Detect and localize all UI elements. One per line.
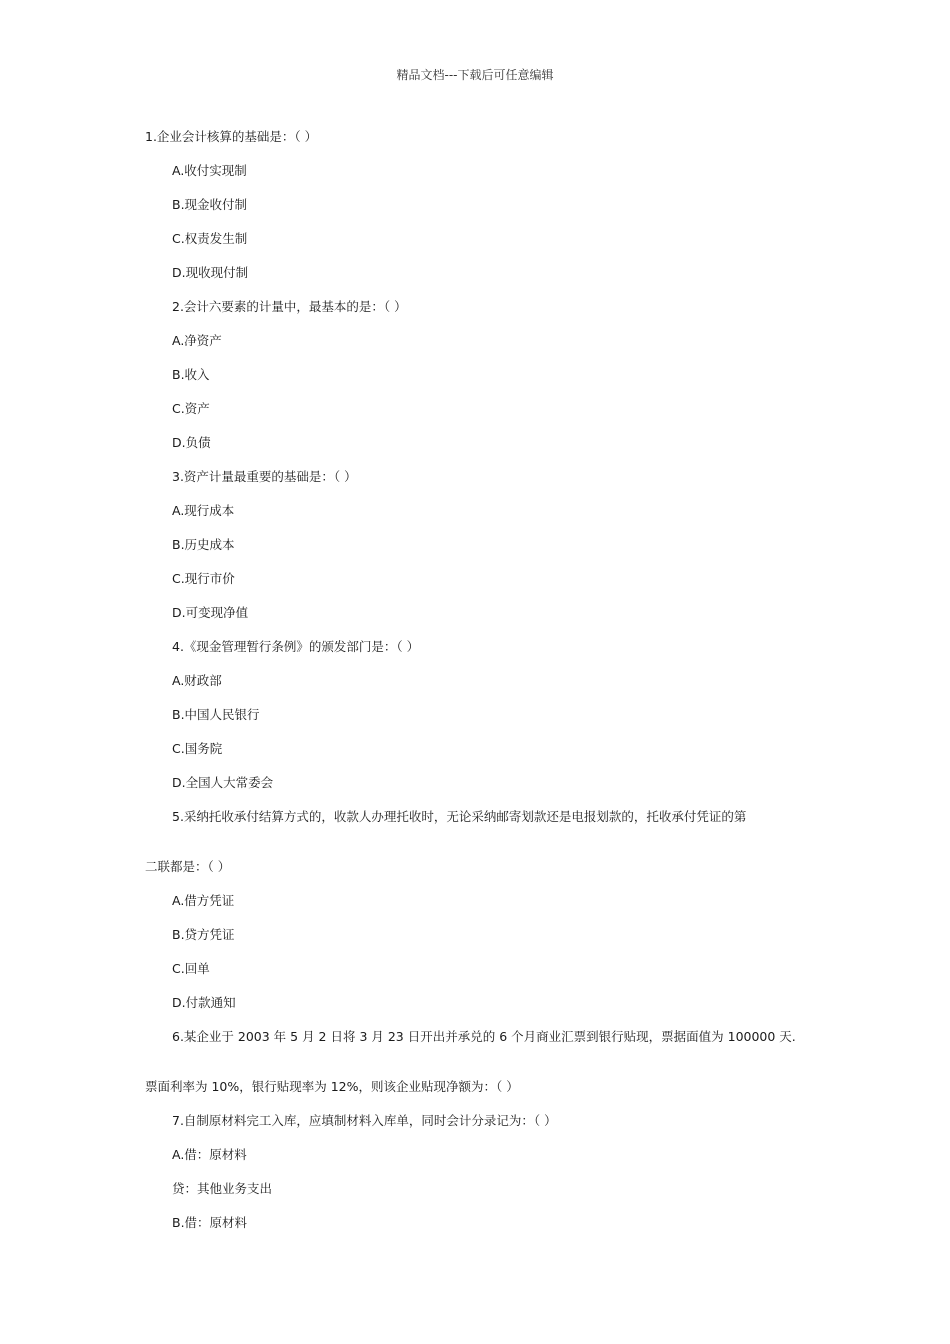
answer-option: 贷：其他业务支出 (172, 1181, 273, 1196)
answer-option: B.贷方凭证 (172, 927, 235, 942)
answer-option: B.中国人民银行 (172, 707, 260, 722)
answer-option: C.国务院 (172, 741, 223, 756)
document-body (145, 126, 825, 1246)
question-text: 7.自制原材料完工入库，应填制材料入库单，同时会计分录记为：（ ） (172, 1113, 557, 1128)
answer-option: A.财政部 (172, 673, 222, 688)
question-text-continued: 二联都是：（ ） (145, 859, 231, 874)
answer-option: D.全国人大常委会 (172, 775, 274, 790)
answer-option: A.现行成本 (172, 503, 235, 518)
answer-option: A.借方凭证 (172, 893, 235, 908)
page-header: 精品文档---下载后可任意编辑 (396, 68, 554, 82)
answer-option: C.资产 (172, 401, 210, 416)
answer-option: D.现收现付制 (172, 265, 249, 280)
answer-option: B.收入 (172, 367, 210, 382)
answer-option: A.收付实现制 (172, 163, 247, 178)
answer-option: B.现金收付制 (172, 197, 248, 212)
question-text: 4.《现金管理暂行条例》的颁发部门是：（ ） (172, 639, 420, 654)
answer-option: C.回单 (172, 961, 210, 976)
answer-option: C.权责发生制 (172, 231, 248, 246)
question-text: 1.企业会计核算的基础是：（ ） (145, 129, 318, 144)
answer-option: B.借：原材料 (172, 1215, 248, 1230)
question-text: 6.某企业于 2003 年 5 月 2 日将 3 月 23 日开出并承兑的 6 个月商业汇票到银行贴现，票据面值为 100000 天. (172, 1029, 796, 1044)
answer-option: B.历史成本 (172, 537, 235, 552)
answer-option: D.负债 (172, 435, 211, 450)
answer-option: D.可变现净值 (172, 605, 249, 620)
answer-option: D.付款通知 (172, 995, 236, 1010)
answer-option: A.净资产 (172, 333, 222, 348)
question-text-continued: 票面利率为 10%，银行贴现率为 12%，则该企业贴现净额为：（ ） (145, 1079, 519, 1094)
question-text: 3.资产计量最重要的基础是：（ ） (172, 469, 357, 484)
answer-option: C.现行市价 (172, 571, 235, 586)
line-gap (145, 840, 825, 856)
question-text: 5.采纳托收承付结算方式的，收款人办理托收时，无论采纳邮寄划款还是电报划款的，托收承付凭证的第 (172, 809, 747, 824)
question-text: 2.会计六要素的计量中，最基本的是：（ ） (172, 299, 407, 314)
answer-option: A.借：原材料 (172, 1147, 247, 1162)
line-gap (145, 1060, 825, 1076)
